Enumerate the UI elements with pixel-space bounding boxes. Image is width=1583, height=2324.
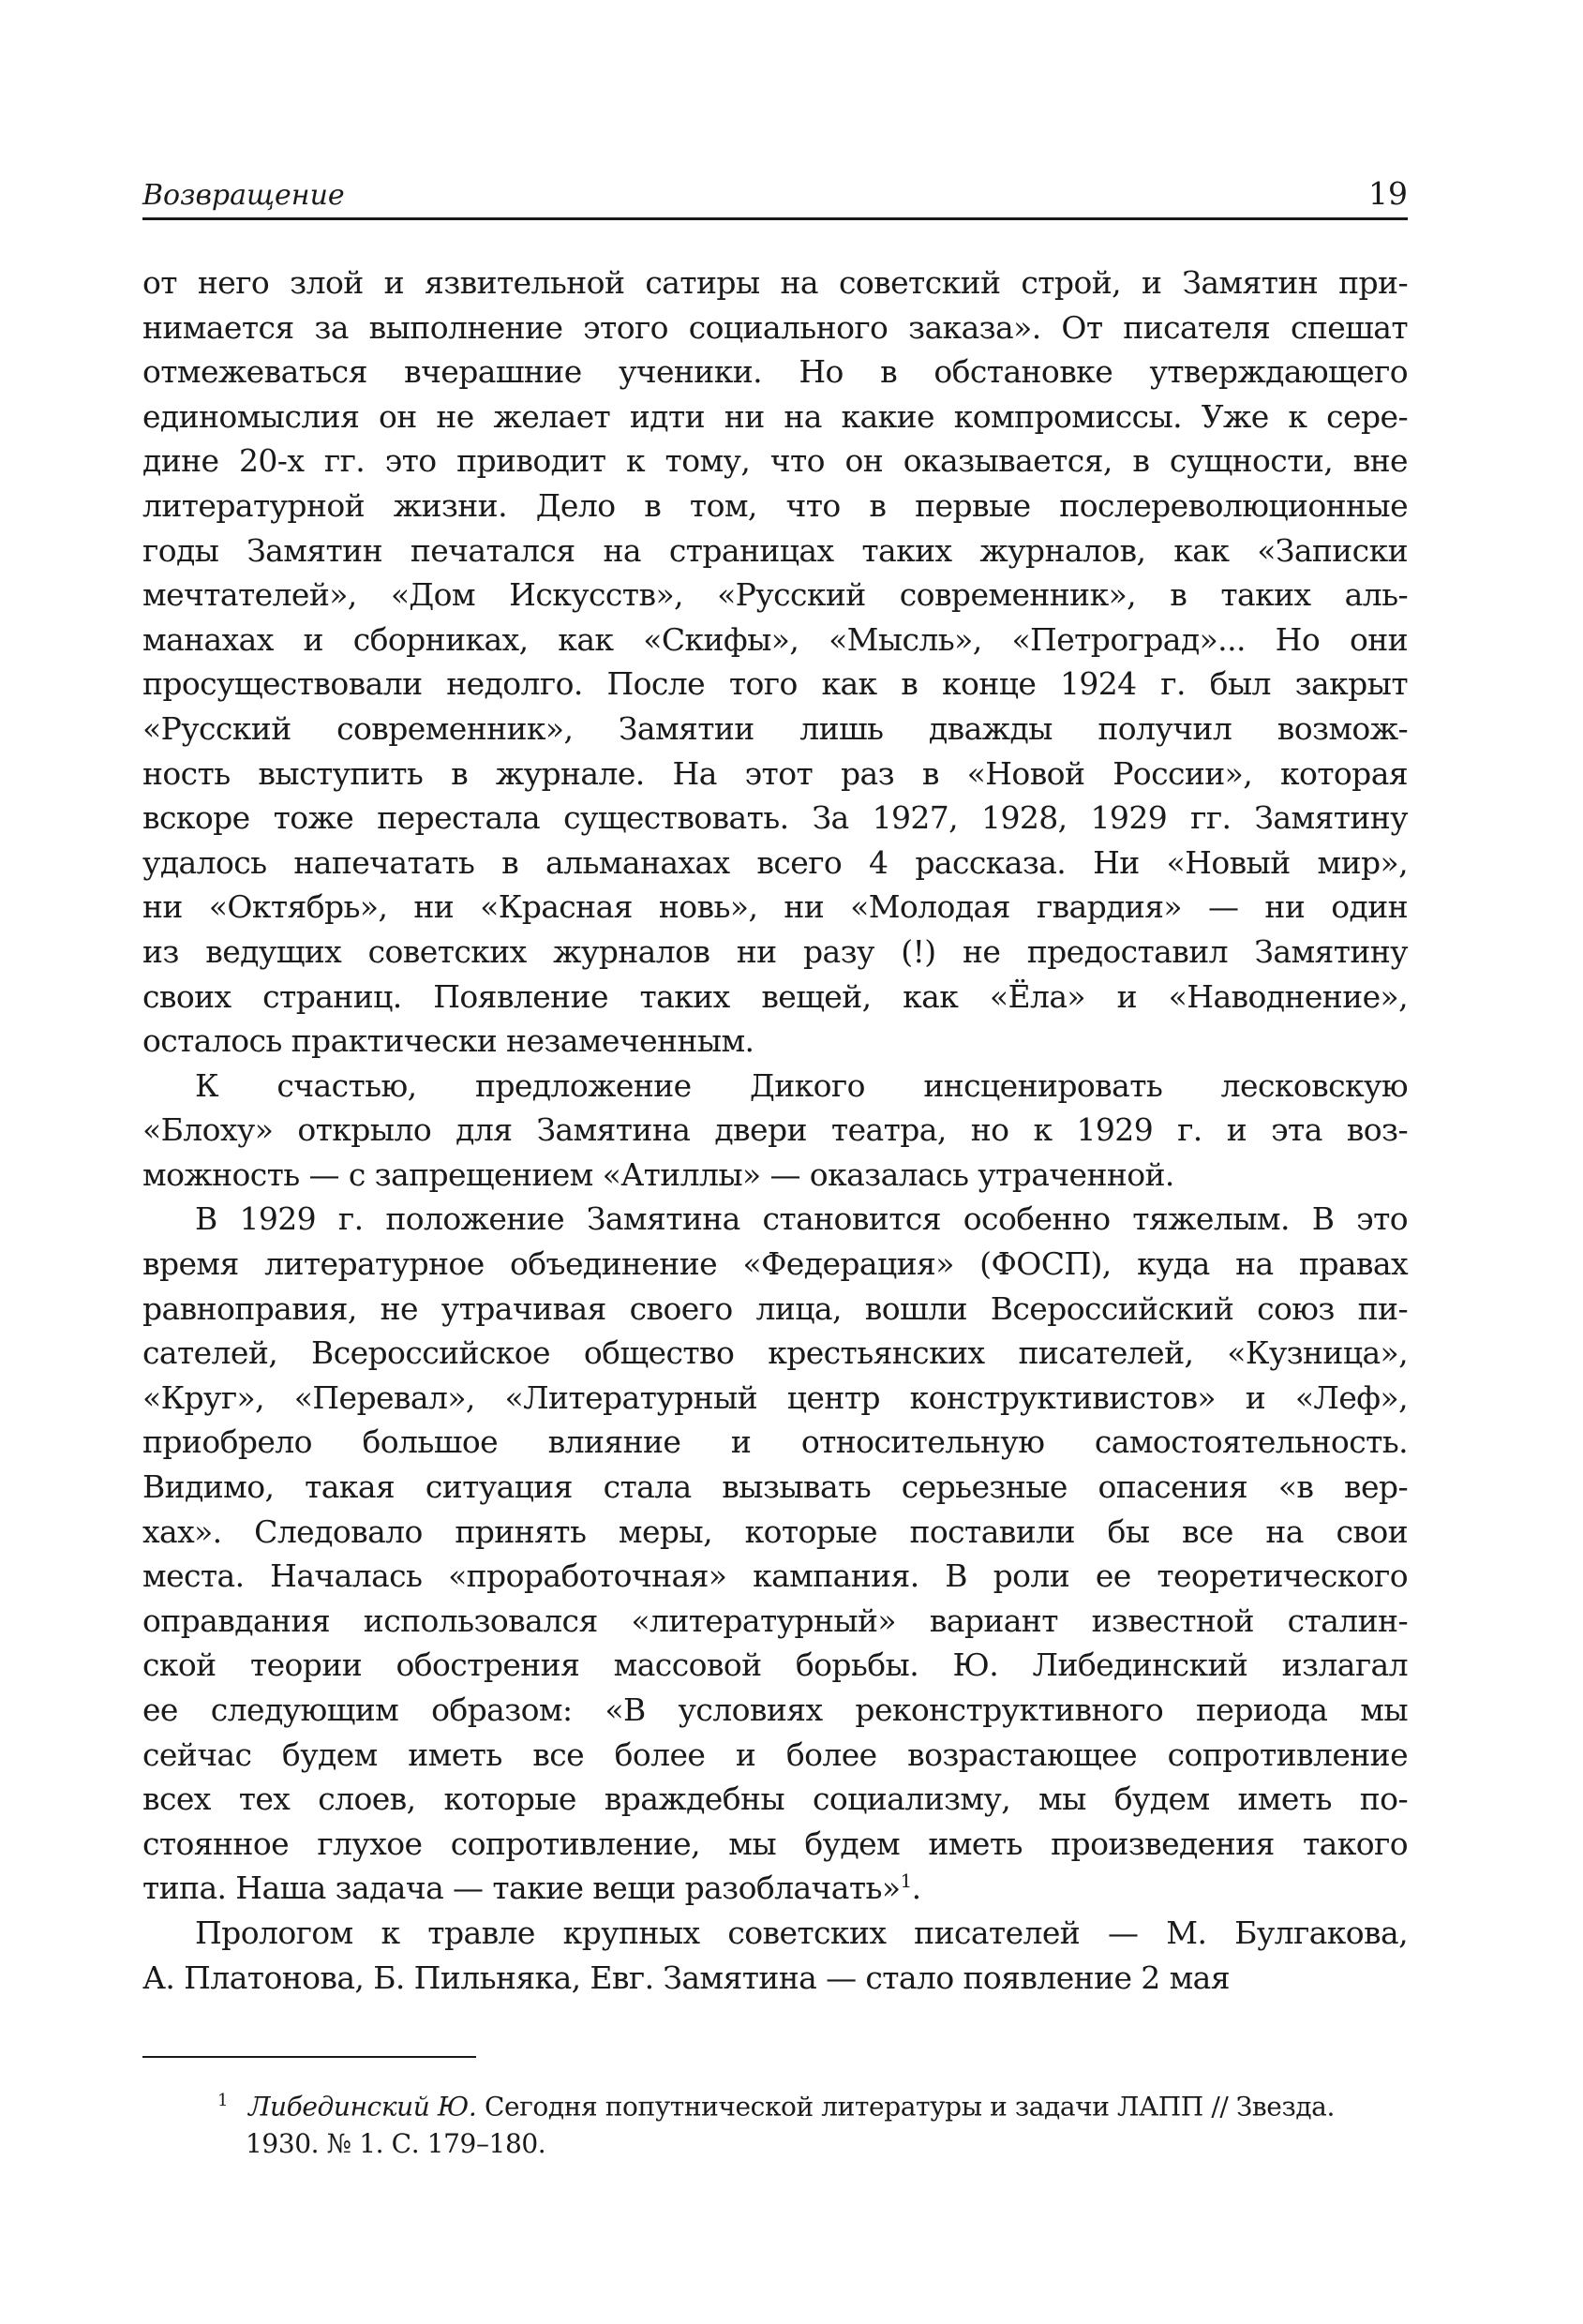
text-line: литературной жизни. Дело в том, что в первые послереволюционные <box>142 486 1408 524</box>
text-line: всех тех слоев, которые враждебны социализму, мы будем иметь по- <box>142 1780 1408 1818</box>
footnote-line <box>142 2082 1408 2125</box>
text-line: сейчас будем иметь все более и более возрастающее сопротивление <box>142 1736 1408 1773</box>
footnote-line: 1930. № 1. С. 179–180. <box>246 2128 546 2160</box>
text-line: от него злой и язвительной сатиры на советский строй, и Замятин при- <box>142 264 1408 301</box>
footnote <box>142 2082 1408 2163</box>
text-line: ской теории обострения массовой борьбы. Ю. Либединский излагал <box>142 1646 1408 1684</box>
text-line: отмежеваться вчерашние ученики. Но в обстановке утверждающего <box>142 353 1408 391</box>
text-line: манахах и сборниках, как «Скифы», «Мысль», «Петроград»... Но они <box>142 620 1408 658</box>
text-line: приобрело большое влияние и относительную самостоятельность. <box>142 1423 1408 1461</box>
text-line: типа. Наша задача — такие вещи разоблачать»$^1$. <box>142 1870 921 1907</box>
text-line: А. Платонова, Б. Пильняка, Евг. Замятина — стало появление 2 мая <box>142 1959 1230 1996</box>
text-line: Прологом к травле крупных советских писателей — М. Булгакова, <box>195 1914 1408 1951</box>
text-line: равноправия, не утрачивая своего лица, вошли Всероссийский союз пи- <box>142 1289 1408 1327</box>
text-line: «Блоху» открыло для Замятина двери театра, но к 1929 г. и эта воз- <box>142 1111 1408 1149</box>
main-text <box>142 261 1408 2000</box>
text-line: из ведущих советских журналов ни разу (!) не предоставил Замятину <box>142 932 1408 970</box>
text-line: К счастью, предложение Дикого инсценировать лесковскую <box>195 1066 1408 1104</box>
text-line: ность выступить в журнале. На этот раз в «Новой России», которая <box>142 754 1408 792</box>
text-line: вскоре тоже перестала существовать. За 1927, 1928, 1929 гг. Замятину <box>142 799 1408 837</box>
text-line: просуществовали недолго. После того как в конце 1924 г. был закрыт <box>142 665 1408 703</box>
paragraph <box>142 1064 1408 1198</box>
text-line: нимается за выполнение этого социального заказа». От писателя спешат <box>142 308 1408 346</box>
text-line: ни «Октябрь», ни «Красная новь», ни «Молодая гвардия» — ни один <box>142 888 1408 926</box>
text-line: Видимо, такая ситуация стала вызывать серьезные опасения «в вер- <box>142 1468 1408 1506</box>
text-line: дине 20-х гг. это приводит к тому, что он оказывается, в сущности, вне <box>142 442 1408 480</box>
text-line: В 1929 г. положение Замятина становится особенно тяжелым. В это <box>195 1200 1408 1238</box>
text-line: мечтателей», «Дом Искусств», «Русский современник», в таких аль- <box>142 576 1408 614</box>
paragraph <box>142 261 1408 1064</box>
text-line: можность — с запрещением «Атиллы» — оказалась утраченной. <box>142 1155 1174 1193</box>
paragraph <box>142 1197 1408 1911</box>
text-line: время литературное объединение «Федерация» (ФОСП), куда на правах <box>142 1245 1408 1283</box>
footnote-author: Либединский Ю. <box>248 2091 477 2123</box>
footnote-mark: 1 <box>217 2091 229 2110</box>
footnote-divider <box>142 2056 476 2058</box>
text-line: удалось напечатать в альманахах всего 4 рассказа. Ни «Новый мир», <box>142 843 1408 881</box>
text-line: сателей, Всероссийское общество крестьянских писателей, «Кузница», <box>142 1334 1408 1372</box>
running-header <box>142 167 1408 220</box>
page-number: 19 <box>1368 175 1408 212</box>
footnote-text: Сегодня попутнической литературы и задачи ЛАПП // Звезда. <box>476 2091 1335 2123</box>
text-line: места. Началась «проработочная» кампания. В роли ее теоретического <box>142 1557 1408 1595</box>
text-line: годы Замятин печатался на страницах таких журналов, как «Записки <box>142 531 1408 569</box>
text-line: стоянное глухое сопротивление, мы будем иметь произведения такого <box>142 1825 1408 1862</box>
text-line: хах». Следовало принять меры, которые поставили бы все на свои <box>142 1512 1408 1550</box>
running-title: Возвращение <box>142 179 345 212</box>
text-line: оправдания использовался «литературный» вариант известной сталин- <box>142 1601 1408 1639</box>
text-line: «Русский современник», Замятии лишь дважды получил возмож- <box>142 709 1408 747</box>
text-line: ее следующим образом: «В условиях реконструктивного периода мы <box>142 1691 1408 1728</box>
footnote-reference[interactable]: 1 <box>900 1870 912 1893</box>
text-line: осталось практически незамеченным. <box>142 1022 754 1060</box>
text-line: единомыслия он не желает идти ни на какие компромиссы. Уже к сере- <box>142 397 1408 435</box>
paragraph <box>142 1911 1408 2000</box>
text-line: «Круг», «Перевал», «Литературный центр конструктивистов» и «Леф», <box>142 1378 1408 1416</box>
text-line: своих страниц. Появление таких вещей, как «Ёла» и «Наводнение», <box>142 977 1408 1015</box>
